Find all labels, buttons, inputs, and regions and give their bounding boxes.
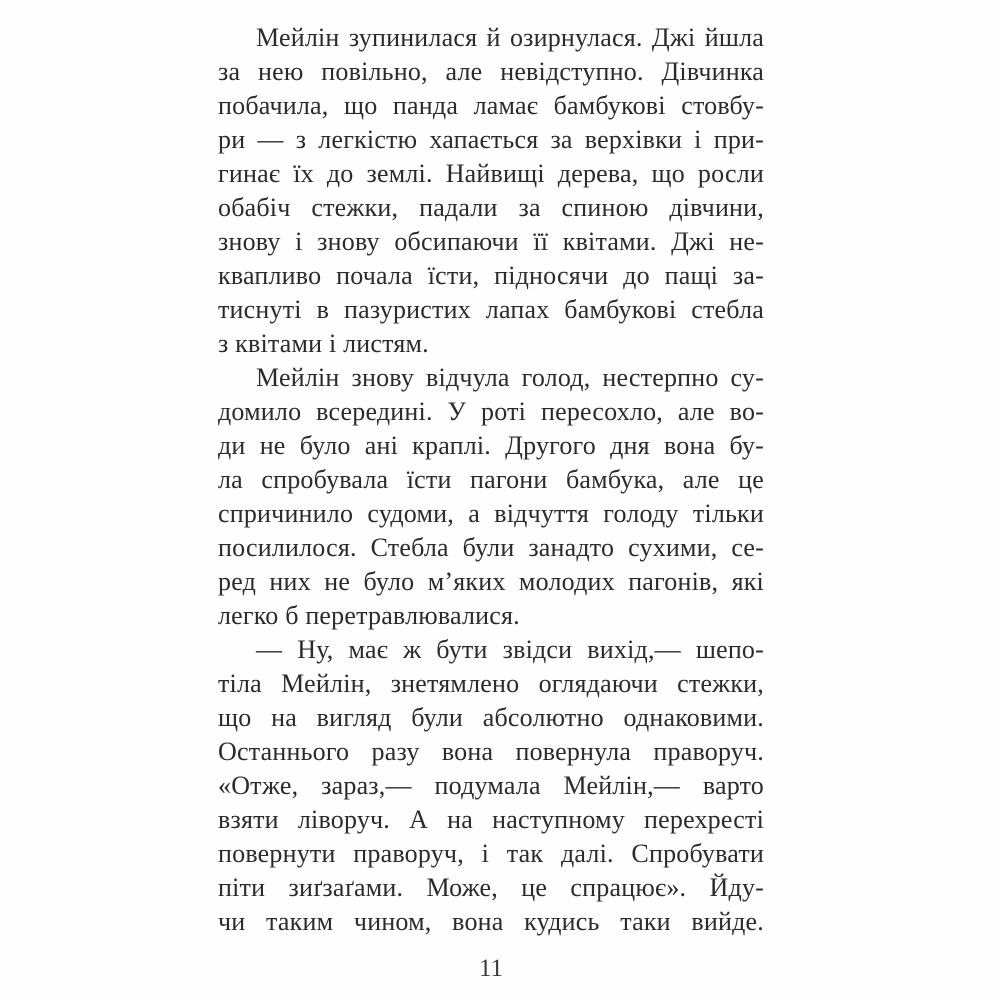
text-line: знову і знову обсипаючи її квітами. Джі не- [218, 227, 764, 256]
text-line: тіла Мейлін, знетямлено оглядаючи стежки, [218, 669, 764, 698]
text-line: Останнього разу вона повернула праворуч. [218, 737, 764, 766]
text-line: з квітами і листям. [218, 329, 429, 358]
text-line: квапливо почала їсти, підносячи до пащі за- [218, 261, 764, 290]
text-line: «Отже, зараз,— подумала Мейлін,— варто [218, 771, 764, 800]
text-line: Мейлін знову відчула голод, нестерпно су- [256, 363, 764, 392]
text-line: взяти ліворуч. А на наступному перехресті [218, 805, 764, 834]
text-line: посилилося. Стебла були занадто сухими, се- [218, 533, 764, 562]
page-number: 11 [478, 955, 504, 982]
text-block [218, 21, 764, 939]
text-line: — Ну, має ж бути звідси вихід,— шепо- [256, 635, 764, 664]
text-line: гинає їх до землі. Найвищі дерева, що росли [218, 159, 764, 188]
text-line: домило всередині. У роті пересохло, але во- [218, 397, 764, 426]
text-line: повернути праворуч, і так далі. Спробувати [218, 839, 764, 868]
text-line: тиснуті в пазуристих лапах бамбукові стебла [218, 295, 764, 324]
text-line: спричинило судоми, а відчуття голоду тільки [218, 499, 764, 528]
text-line: обабіч стежки, падали за спиною дівчини, [218, 193, 764, 222]
text-line: ред них не було м’яких молодих пагонів, які [218, 567, 764, 596]
text-line: ди не було ані краплі. Другого дня вона бу- [218, 431, 764, 460]
text-line: за нею повільно, але невідступно. Дівчинка [218, 57, 764, 86]
paragraph [218, 21, 764, 361]
paragraph [218, 361, 764, 633]
text-line: ла спробувала їсти пагони бамбука, але це [218, 465, 764, 494]
text-line: що на вигляд були абсолютно однаковими. [218, 703, 764, 732]
paragraph [218, 633, 764, 939]
text-line: піти зиґзаґами. Може, це спрацює». Йду- [218, 873, 764, 902]
text-line: побачила, що панда ламає бамбукові стовбу- [218, 91, 764, 120]
text-line: легко б перетравлювалися. [218, 601, 520, 630]
text-line: Мейлін зупинилася й озирнулася. Джі йшла [256, 23, 764, 52]
text-line: чи таким чином, вона кудись таки вийде. [218, 907, 764, 936]
text-line: ри — з легкістю хапається за верхівки і при- [218, 125, 764, 154]
